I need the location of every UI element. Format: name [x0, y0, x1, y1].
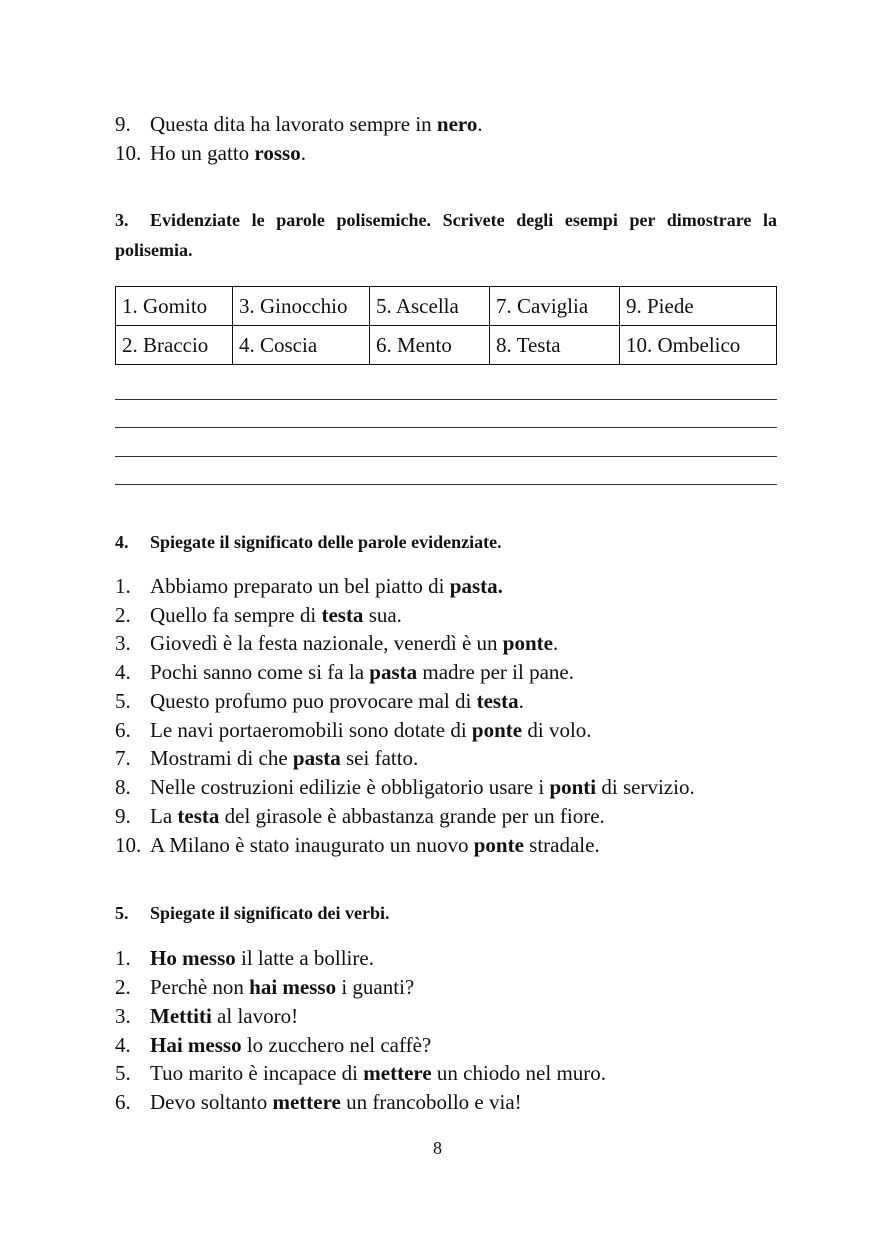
table-row: [116, 326, 777, 365]
list-item: 8. Nelle costruzioni edilizie è obbligatorio usare i ponti di servizio.: [115, 775, 695, 799]
table-row: [116, 287, 777, 326]
table-cell: 7. Caviglia: [490, 287, 620, 326]
answer-line[interactable]: [115, 456, 777, 457]
list-item: 3. Giovedì è la festa nazionale, venerdì è un ponte.: [115, 631, 559, 655]
table-cell: 6. Mento: [370, 326, 490, 365]
list-item: 5. Tuo marito è incapace di mettere un chiodo nel muro.: [115, 1061, 607, 1085]
exercise-5-heading: 5. Spiegate il significato dei verbi.: [115, 903, 390, 923]
list-item: 2. Quello fa sempre di testa sua.: [115, 603, 402, 627]
table-cell: 4. Coscia: [233, 326, 370, 365]
word-table: [115, 286, 777, 365]
list-item: 10. A Milano è stato inaugurato un nuovo ponte stradale.: [115, 833, 600, 857]
table-cell: 3. Ginocchio: [233, 287, 370, 326]
list-item: 3. Mettiti al lavoro!: [115, 1004, 299, 1028]
list-item: 4. Hai messo lo zucchero nel caffè?: [115, 1033, 432, 1057]
list-item: 2. Perchè non hai messo i guanti?: [115, 975, 415, 999]
table-cell: 10. Ombelico: [620, 326, 777, 365]
list-item: 4. Pochi sanno come si fa la pasta madre per il pane.: [115, 660, 574, 684]
table-cell: 1. Gomito: [116, 287, 233, 326]
list-item: 10. Ho un gatto rosso.: [115, 141, 306, 165]
table-cell: 9. Piede: [620, 287, 777, 326]
list-item: 6. Devo soltanto mettere un francobollo e via!: [115, 1090, 522, 1114]
list-item: 6. Le navi portaeromobili sono dotate di ponte di volo.: [115, 718, 592, 742]
list-item: 9. La testa del girasole è abbastanza grande per un fiore.: [115, 804, 605, 828]
answer-line[interactable]: [115, 427, 777, 428]
list-item: 5. Questo profumo puo provocare mal di testa.: [115, 689, 524, 713]
table-cell: 2. Braccio: [116, 326, 233, 365]
answer-line[interactable]: [115, 399, 777, 400]
answer-line[interactable]: [115, 484, 777, 485]
exercise-3-heading: 3. Evidenziate le parole polisemiche. Scrivete degli esempi per dimostrare la polisemia.: [115, 210, 777, 260]
list-item: 1. Ho messo il latte a bollire.: [115, 946, 374, 970]
page-number: 8: [433, 1138, 442, 1158]
list-item: 7. Mostrami di che pasta sei fatto.: [115, 746, 419, 770]
table-cell: 8. Testa: [490, 326, 620, 365]
table-cell: 5. Ascella: [370, 287, 490, 326]
exercise-4-heading: 4. Spiegate il significato delle parole evidenziate.: [115, 532, 502, 552]
list-item: 1. Abbiamo preparato un bel piatto di pasta.: [115, 574, 503, 598]
list-item: 9. Questa dita ha lavorato sempre in nero.: [115, 112, 483, 136]
